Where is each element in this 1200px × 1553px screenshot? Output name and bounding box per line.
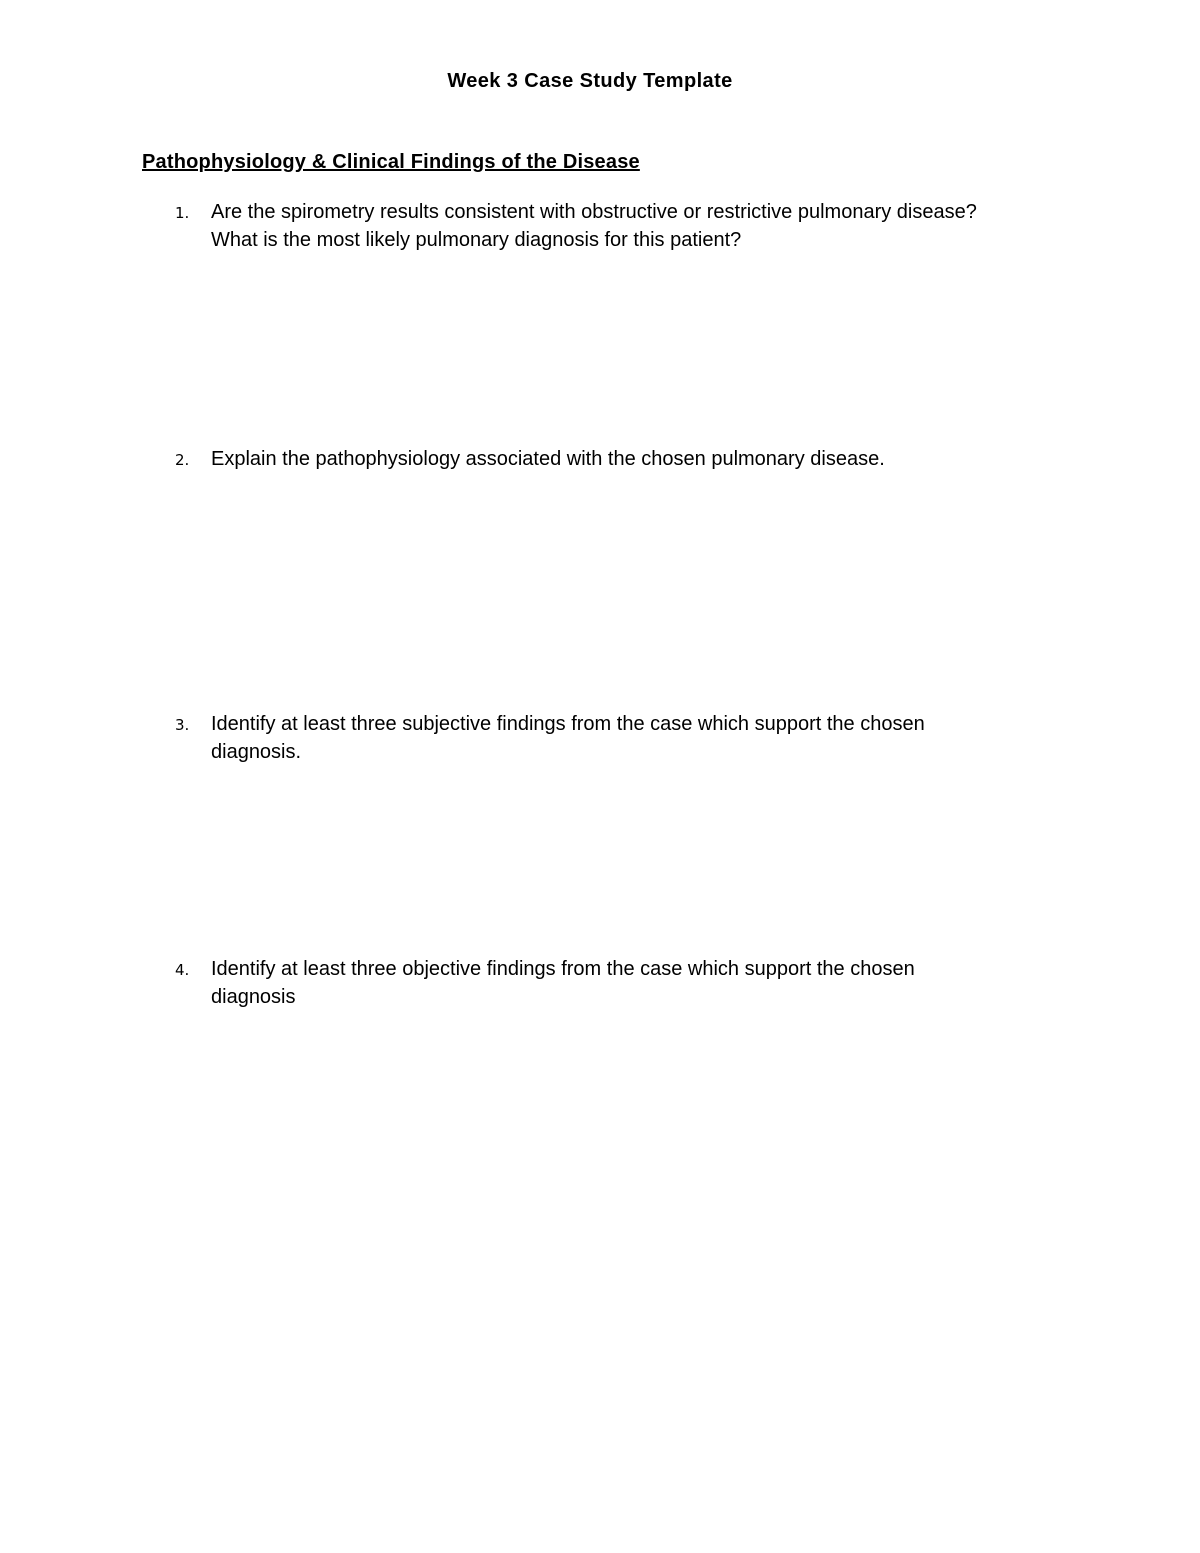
question-number: 3. [175, 716, 190, 734]
question-item-4 [175, 955, 1075, 1011]
section-heading: Pathophysiology & Clinical Findings of the Disease [142, 151, 640, 173]
question-text: Are the spirometry results consistent with obstructive or restrictive pulmonary disease? What is the most likely pulmonary diagnosis for this patient? [211, 201, 977, 251]
question-number: 2. [175, 451, 190, 469]
question-item-2 [175, 445, 1075, 474]
question-number: 1. [175, 204, 190, 222]
document-title: Week 3 Case Study Template [447, 70, 733, 92]
question-text: Explain the pathophysiology associated with the chosen pulmonary disease. [211, 448, 885, 470]
question-item-1 [175, 198, 1075, 254]
question-item-3 [175, 710, 1075, 766]
question-text: Identify at least three objective findings from the case which support the chosen diagnosis [211, 958, 915, 1008]
question-number: 4. [175, 961, 190, 979]
question-text: Identify at least three subjective findings from the case which support the chosen diagnosis. [211, 713, 925, 763]
